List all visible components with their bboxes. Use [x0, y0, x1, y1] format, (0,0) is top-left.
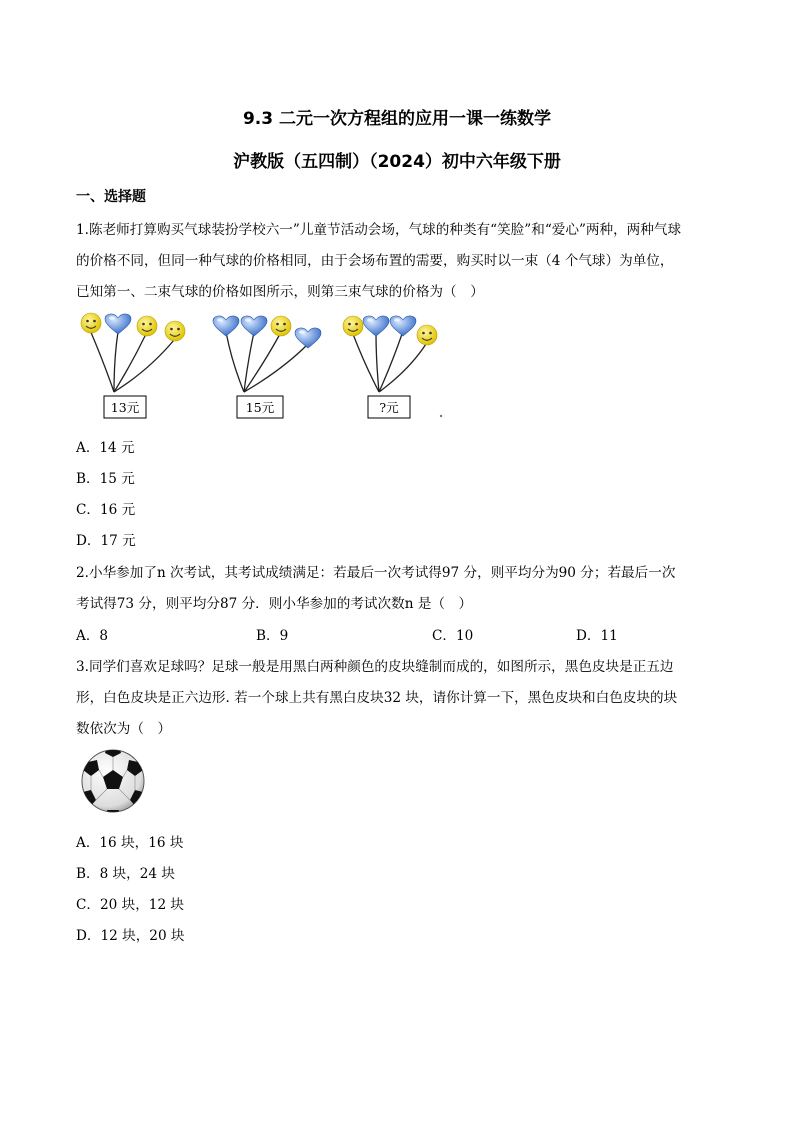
bunch-label: 13元 [110, 400, 140, 415]
balloon-bunch-1 [81, 313, 185, 418]
balloon-bunch-2 [213, 316, 321, 418]
q2-option-d[interactable]: D．11 [576, 628, 618, 644]
q3-option-a[interactable]: A．16 块，16 块 [76, 835, 184, 851]
q2-text-line: 2.小华参加了n 次考试，其考试成绩满足：若最后一次考试得97 分，则平均分为90 分；若最后一次 [76, 565, 676, 581]
q3-option-c[interactable]: C．20 块，12 块 [76, 897, 185, 913]
q2-text-line: 考试得73 分，则平均分87 分．则小华参加的考试次数n 是（ ） [76, 596, 473, 612]
balloon-bunch-3 [343, 316, 437, 418]
q3-text-line: 3.同学们喜欢足球吗？足球一般是用黑白两种颜色的皮块缝制而成的，如图所示，黑色皮块是正五边 [76, 659, 674, 675]
q3-option-b[interactable]: B．8 块，24 块 [76, 866, 175, 882]
q1-option-d[interactable]: D．17 元 [76, 533, 136, 549]
q2-option-b[interactable]: B．9 [256, 628, 289, 644]
q1-option-b[interactable]: B．15 元 [76, 471, 135, 487]
section-heading: 一、选择题 [76, 189, 146, 205]
q1-option-a[interactable]: A．14 元 [76, 440, 135, 456]
q1-text-line: 1.陈老师打算购买气球装扮学校六一”儿童节活动会场，气球的种类有“笑脸”和“爱心”两种，两种气球 [76, 222, 682, 238]
document-title: 9.3 二元一次方程组的应用一课一练数学 [242, 109, 552, 129]
bunch-label: ?元 [379, 400, 399, 415]
q3-text-line: 数依次为（ ） [76, 721, 172, 737]
q3-option-d[interactable]: D．12 块，20 块 [76, 928, 185, 944]
soccer-ball-figure [79, 748, 147, 814]
bunch-label: 15元 [245, 400, 275, 415]
q2-option-a[interactable]: A．8 [76, 628, 109, 644]
q3-text-line: 形，白色皮块是正六边形. 若一个球上共有黑白皮块32 块，请你计算一下，黑色皮块和白色皮块的块 [76, 690, 678, 706]
balloon-bunches-figure [74, 308, 454, 423]
document-subtitle: 沪教版（五四制）（2024）初中六年级下册 [233, 152, 561, 172]
q1-option-c[interactable]: C．16 元 [76, 502, 136, 518]
q2-option-c[interactable]: C．10 [432, 628, 474, 644]
q1-text-line: 已知第一、二束气球的价格如图所示，则第三束气球的价格为（ ） [76, 284, 484, 300]
q1-text-line: 的价格不同，但同一种气球的价格相同，由于会场布置的需要，购买时以一束（4 个气球）为单位， [76, 253, 674, 269]
